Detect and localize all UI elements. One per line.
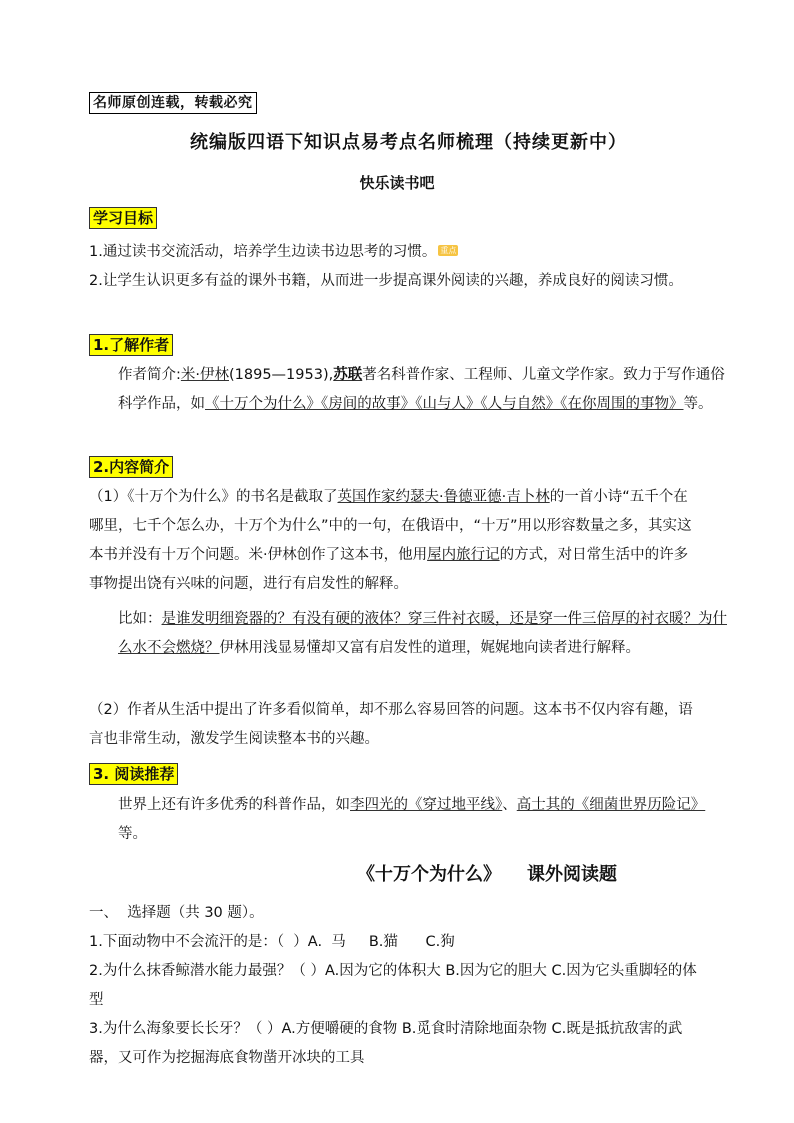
writing-method: 屋内旅行记 [427,547,500,563]
author-years: (1895—1953), [229,367,334,383]
content-heading: 2.内容简介 [89,456,173,478]
quiz-part-heading: 一、 选择题（共 30 题）。 [89,905,264,921]
goal-item-2: 2.让学生认识更多有益的课外书籍，从而进一步提高课外阅读的兴趣，养成良好的阅读习惯。 [89,273,683,289]
author-description: 著名科普作家、工程师、儿童文学作家。致力于写作通俗科学作品，如 [118,367,725,412]
content-paragraph-3: （2）作者从生活中提出了许多看似简单，却不那么容易回答的问题。这本书不仅内容有趣，语言也非常生动，激发学生阅读整本书的兴趣。 [89,702,693,747]
author-name: 米·伊林 [180,367,229,383]
goal-item-1-text: 1.通过读书交流活动，培养学生边读书边思考的习惯。 [89,244,437,260]
copyright-notice: 名师原创连载，转载必究 [89,92,257,114]
content-paragraph-1 [89,483,701,599]
reading-heading: 3. 阅读推荐 [89,763,178,785]
document-title: 统编版四语下知识点易考点名师梳理（持续更新中） [190,132,627,153]
quiz-title-rest: 课外阅读题 [527,864,617,885]
example-questions: 是谁发明细瓷器的？有没有硬的液体？穿三件衬衣暖，还是穿一件三倍厚的衬衣暖？为什么水不会燃烧？ [118,611,727,656]
content-paragraph-2 [89,605,730,663]
reading-part-b: 等。 [118,826,147,842]
goals-heading: 学习目标 [89,207,157,229]
content-1-part-a: （1）《十万个为什么》的书名是截取了 [89,489,338,505]
key-point-badge: 重点 [440,246,457,255]
content-1-part-c: 的方式，对日常生活中的许多事物提出饶有兴味的问题，进行有启发性的解释。 [89,547,689,592]
quiz-question-1: 1.下面动物中不会流汗的是：（ ）A. 马 B.猫 C.狗 [89,934,455,950]
reading-paragraph [89,791,730,849]
author-country: 苏联 [333,367,363,383]
poet-name: 英国作家约瑟夫·鲁德亚德·吉卜林 [337,489,550,505]
quiz-question-2: 2.为什么抹香鲸潜水能力最强？（ ）A.因为它的体积大 B.因为它的胆大 C.因为它头重脚轻的体型 [89,963,697,1008]
author-works: 《十万个为什么》《房间的故事》《山与人》《人与自然》《在你周围的事物》 [205,396,684,412]
reading-part-a: 世界上还有许多优秀的科普作品，如 [118,797,350,813]
quiz-title-book: 《十万个为什么》 [357,864,501,885]
content-2-part-b: 伊林用浅显易懂却又富有启发性的道理，娓娓地向读者进行解释。 [219,640,640,656]
author-ending: 等。 [683,396,713,412]
quiz-title [357,860,617,886]
goal-item-1 [89,238,701,267]
document-subtitle: 快乐读书吧 [359,174,435,192]
quiz-questions [89,899,701,1073]
content-1-part-b: 的一首小诗“五千个在哪里，七千个怎么办，十万个为什么”中的一句，在俄语中，“十万”用以形容数量之多，其实这本书并没有十万个问题。米·伊林创作了这本书，他用 [89,489,692,563]
content-2-part-a: 比如： [118,611,162,627]
author-heading: 1.了解作者 [89,334,173,356]
recommended-work-1: 李四光的《穿过地平线》 [350,797,503,813]
author-paragraph [89,361,730,419]
recommended-work-2: 高士其的《细菌世界历险记》 [516,797,706,813]
quiz-question-3: 3.为什么海象要长长牙？（ ）A.方便嚼硬的食物 B.觅食时清除地面杂物 C.既是抵抗敌害的武器，又可作为挖掘海底食物凿开冰块的工具 [89,1021,683,1066]
author-intro-label: 作者简介: [118,367,181,383]
goals-list [89,238,701,296]
reading-separator: 、 [502,797,517,813]
